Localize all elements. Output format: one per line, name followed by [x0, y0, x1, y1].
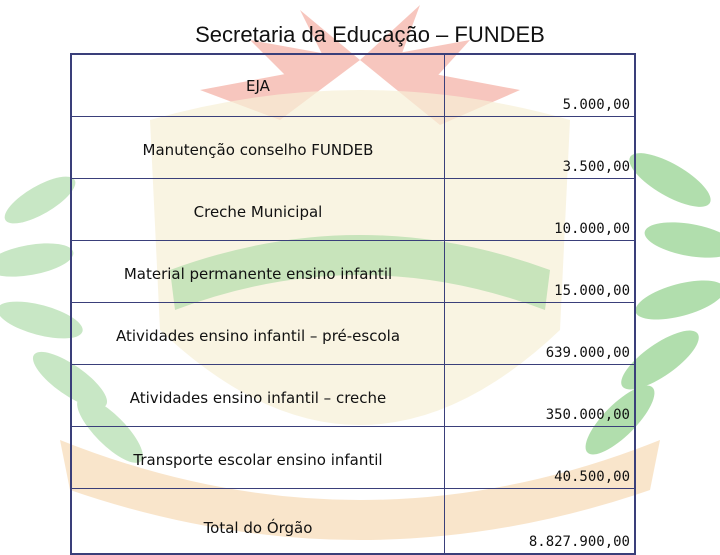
- item-amount: 10.000,00: [445, 179, 636, 241]
- item-amount: 40.500,00: [445, 427, 636, 489]
- table-row: [71, 427, 635, 489]
- table-row: [71, 54, 635, 117]
- total-row: [71, 489, 635, 555]
- item-label: Atividades ensino infantil – pré-escola: [71, 303, 445, 365]
- item-amount: 5.000,00: [445, 54, 636, 117]
- item-label: Manutenção conselho FUNDEB: [71, 117, 445, 179]
- item-amount: 639.000,00: [445, 303, 636, 365]
- item-label: Transporte escolar ensino infantil: [71, 427, 445, 489]
- table-row: [71, 241, 635, 303]
- table-row: [71, 179, 635, 241]
- item-amount: 350.000,00: [445, 365, 636, 427]
- table-row: [71, 365, 635, 427]
- page-title: Secretaria da Educação – FUNDEB: [195, 22, 545, 47]
- total-label: Total do Órgão: [71, 489, 445, 555]
- item-label: Creche Municipal: [71, 179, 445, 241]
- total-amount: 8.827.900,00: [445, 489, 636, 555]
- table-row: [71, 117, 635, 179]
- item-label: Material permanente ensino infantil: [71, 241, 445, 303]
- table-row: [71, 303, 635, 365]
- item-label: Atividades ensino infantil – creche: [71, 365, 445, 427]
- item-amount: 3.500,00: [445, 117, 636, 179]
- budget-table: [70, 53, 636, 555]
- item-amount: 15.000,00: [445, 241, 636, 303]
- item-label: EJA: [71, 54, 445, 117]
